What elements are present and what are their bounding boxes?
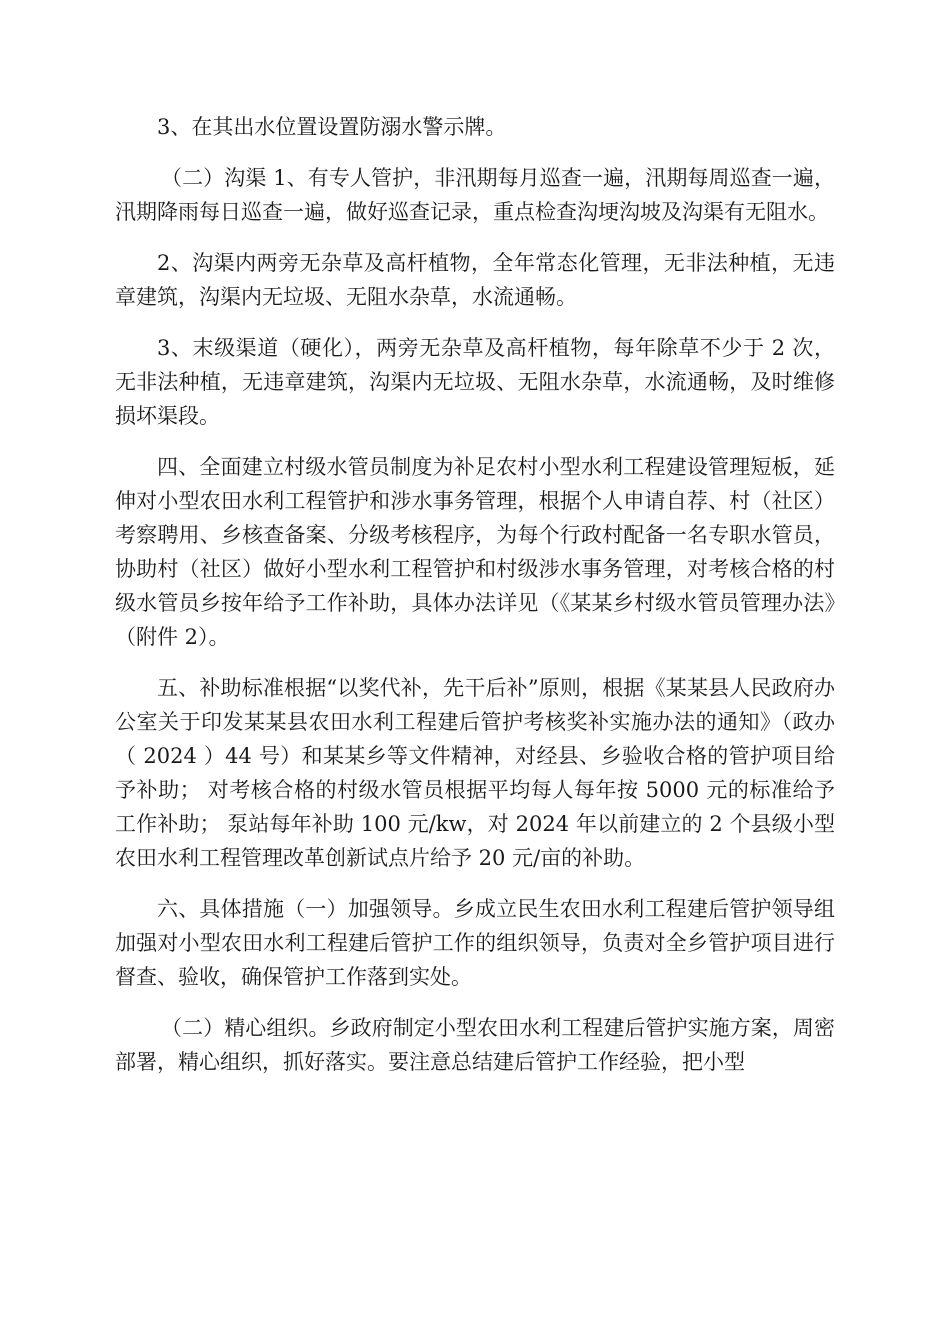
paragraph-4: 3、末级渠道（硬化），两旁无杂草及高杆植物，每年除草不少于 2 次，无非法种植，无违章建筑，沟渠内无垃圾、无阻水杂草，水流通畅，及时维修损坏渠段。 [115,336,835,428]
paragraph-1: 3、在其出水位置设置防溺水警示牌。 [157,115,507,139]
paragraph-8: （二）精心组织。乡政府制定小型农田水利工程建后管护实施方案，周密部署，精心组织，抓好落实。要注意总结建后管护工作经验，把小型 [115,1016,835,1074]
paragraph-2: （二）沟渠 1、有专人管护，非汛期每月巡查一遍，汛期每周巡查一遍，汛期降雨每日巡查一遍，做好巡查记录，重点检查沟埂沟坡及沟渠有无阻水。 [115,166,835,224]
paragraph-7: 六、具体措施（一）加强领导。乡成立民生农田水利工程建后管护领导组加强对小型农田水利工程建后管护工作的组织领导，负责对全乡管护项目进行督查、验收，确保管护工作落到实处。 [115,897,835,989]
paragraph-6: 五、补助标准根据“以奖代补，先干后补”原则，根据《某某县人民政府办公室关于印发某某县农田水利工程建后管护考核奖补实施办法的通知》（政办（ 2024 ）44 号）和某某乡等文件精神，对经县、乡验收合格的管护项目给予补助； 对考核合格的村级水管员根据平均每人每年按 5000 元的标准给予工作补助； 泵站每年补助 100 元/kw，对 2024 年以前建立的 2 个县级小型农田水利工程管理改革创新试点片给予 20 元/亩的补助。 [115,676,835,870]
paragraph-5: 四、全面建立村级水管员制度为补足农村小型水利工程建设管理短板，延伸对小型农田水利工程管护和涉水事务管理，根据个人申请自荐、村（社区）考察聘用、乡核查备案、分级考核程序，为每个行政村配备一名专职水管员，协助村（社区）做好小型水利工程管护和村级涉水事务管理，对考核合格的村级水管员乡按年给予工作补助，具体办法详见（《某某乡村级水管员管理办法》（附件 2）。 [115,455,835,649]
paragraph-3: 2、沟渠内两旁无杂草及高杆植物，全年常态化管理，无非法种植，无违章建筑，沟渠内无垃圾、无阻水杂草，水流通畅。 [115,251,835,309]
